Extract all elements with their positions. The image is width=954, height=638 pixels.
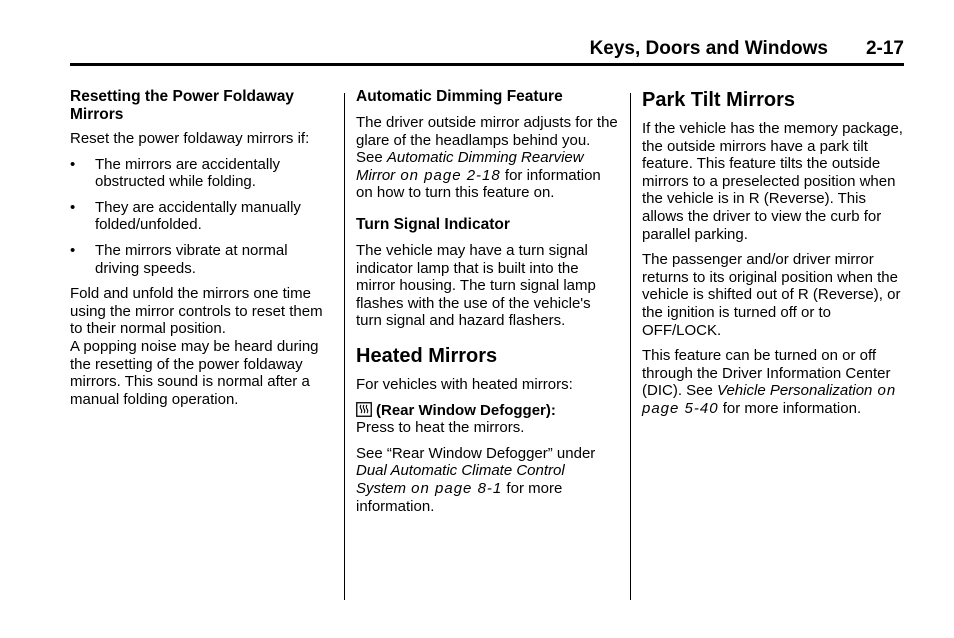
- heading-heated-mirrors: Heated Mirrors: [356, 344, 498, 367]
- cross-reference-page[interactable]: on page 5-40: [642, 382, 897, 417]
- cross-reference-link[interactable]: Dual Automatic Climate Control System: [356, 462, 565, 497]
- heading-park-tilt-mirrors: Park Tilt Mirrors: [642, 89, 796, 111]
- cross-reference-link[interactable]: Automatic Dimming Rearview Mirror: [356, 149, 584, 184]
- cross-reference-page[interactable]: on page 2-18: [395, 166, 501, 184]
- column-middle: [356, 88, 618, 515]
- cross-reference-page[interactable]: on page 8-1: [406, 479, 503, 497]
- defogger-text: Press to heat the mirrors.: [356, 419, 525, 437]
- park-tilt-para-2: The passenger and/or driver mirror returns to its original position when the vehicle is shifted out of R (Reverse), or the ignition is turned off or to OFF/LOCK.: [642, 251, 901, 339]
- bullet-icon: •: [70, 241, 76, 259]
- page-number: 2-17: [865, 38, 904, 59]
- park-tilt-para-3: This feature can be turned on or off through the Driver Information Center (DIC). See Vehicle Personalization on page 5-40 for more information.: [642, 347, 897, 417]
- automatic-dimming-text: The driver outside mirror adjusts for the glare of the headlamps behind you. See Automatic Dimming Rearview Mirror on page 2-18 for information on how to turn this feature on.: [356, 114, 618, 202]
- bullet-icon: •: [70, 198, 76, 216]
- defogger-see-text: See “Rear Window Defogger” under Dual Automatic Climate Control System on page 8-1 for more information.: [356, 444, 596, 515]
- page-header: [70, 38, 904, 62]
- resetting-para-2: A popping noise may be heard during the resetting of the power foldaway mirrors. This sound is normal after a manual folding operation.: [70, 337, 319, 408]
- column-right: [642, 88, 904, 418]
- resetting-intro: Reset the power foldaway mirrors if:: [70, 130, 310, 147]
- header-rule: [70, 63, 904, 66]
- bullet-icon: •: [70, 155, 76, 173]
- column-divider: [630, 93, 631, 600]
- park-tilt-para-1: If the vehicle has the memory package, the outside mirrors have a park tilt feature. This feature tilts the outside mirrors to a preselected position when the vehicle is in R (Reverse). This allows the driver to view the curb for parallel parking.: [642, 120, 903, 243]
- heading-resetting-mirrors: Resetting the Power Foldaway Mirrors: [70, 88, 294, 123]
- defogger-instruction: [356, 402, 618, 437]
- resetting-bullet-list: [70, 156, 332, 278]
- list-item: • The mirrors are accidentally obstructed while folding.: [70, 155, 281, 191]
- turn-signal-text: The vehicle may have a turn signal indicator lamp that is built into the mirror housing. The turn signal lamp flashes with the use of the vehicle's turn signal and hazard flashers.: [356, 241, 596, 330]
- heading-automatic-dimming: Automatic Dimming Feature: [356, 88, 563, 105]
- heated-mirrors-intro: For vehicles with heated mirrors:: [356, 375, 573, 393]
- column-divider: [344, 93, 345, 600]
- list-item: • They are accidentally manually folded/unfolded.: [70, 198, 301, 234]
- cross-reference-link[interactable]: Vehicle Personalization: [717, 382, 873, 400]
- list-item: • The mirrors vibrate at normal driving speeds.: [70, 241, 288, 277]
- heading-turn-signal: Turn Signal Indicator: [356, 215, 510, 233]
- column-left: [70, 88, 332, 408]
- rear-defogger-icon: [356, 402, 372, 417]
- resetting-para-1: Fold and unfold the mirrors one time using the mirror controls to reset them to their normal position.: [70, 285, 323, 338]
- defogger-label: (Rear Window Defogger):: [376, 401, 556, 419]
- section-title: Keys, Doors and Windows: [589, 38, 828, 59]
